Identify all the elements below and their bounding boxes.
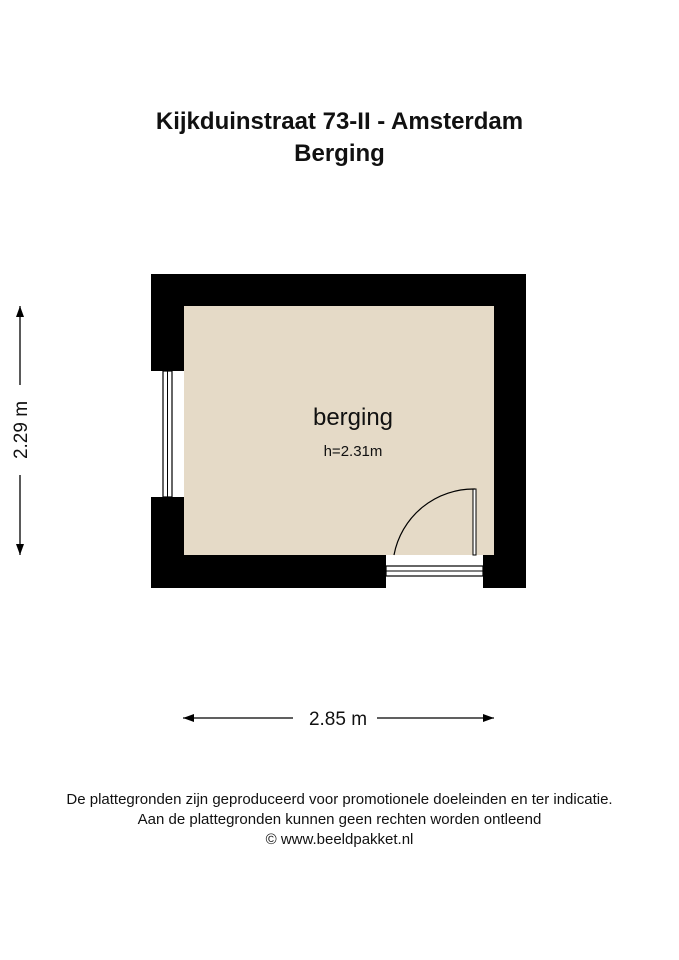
arrow-bottom [16,544,24,555]
wall-bottom-left [151,555,386,588]
disclaimer [0,790,679,850]
door-leaf [473,489,476,555]
disclaimer-line-1: De plattegronden zijn geproduceerd voor promotionele doeleinden en ter indicatie. [66,791,613,808]
wall-bottom-right [483,555,526,588]
room-height: h=2.31m [323,443,383,460]
wall-right [494,274,526,588]
window [163,371,172,497]
address-title: Kijkduinstraat 73-II - Amsterdam [155,108,524,135]
depth-dimension [11,306,32,555]
arrow-left [183,714,194,722]
wall-left-upper [151,274,184,371]
copyright-line: © www.beeldpakket.nl [265,831,414,848]
room-name: berging [312,404,394,431]
arrow-top [16,306,24,317]
arrow-right [483,714,494,722]
depth-label: 2.29 m [11,400,32,460]
width-dimension [183,709,494,730]
wall-top [151,274,526,306]
disclaimer-line-2: Aan de plattegronden kunnen geen rechten worden ontleend [137,811,542,828]
floor-title: Berging [294,140,385,167]
width-label: 2.85 m [308,709,368,730]
